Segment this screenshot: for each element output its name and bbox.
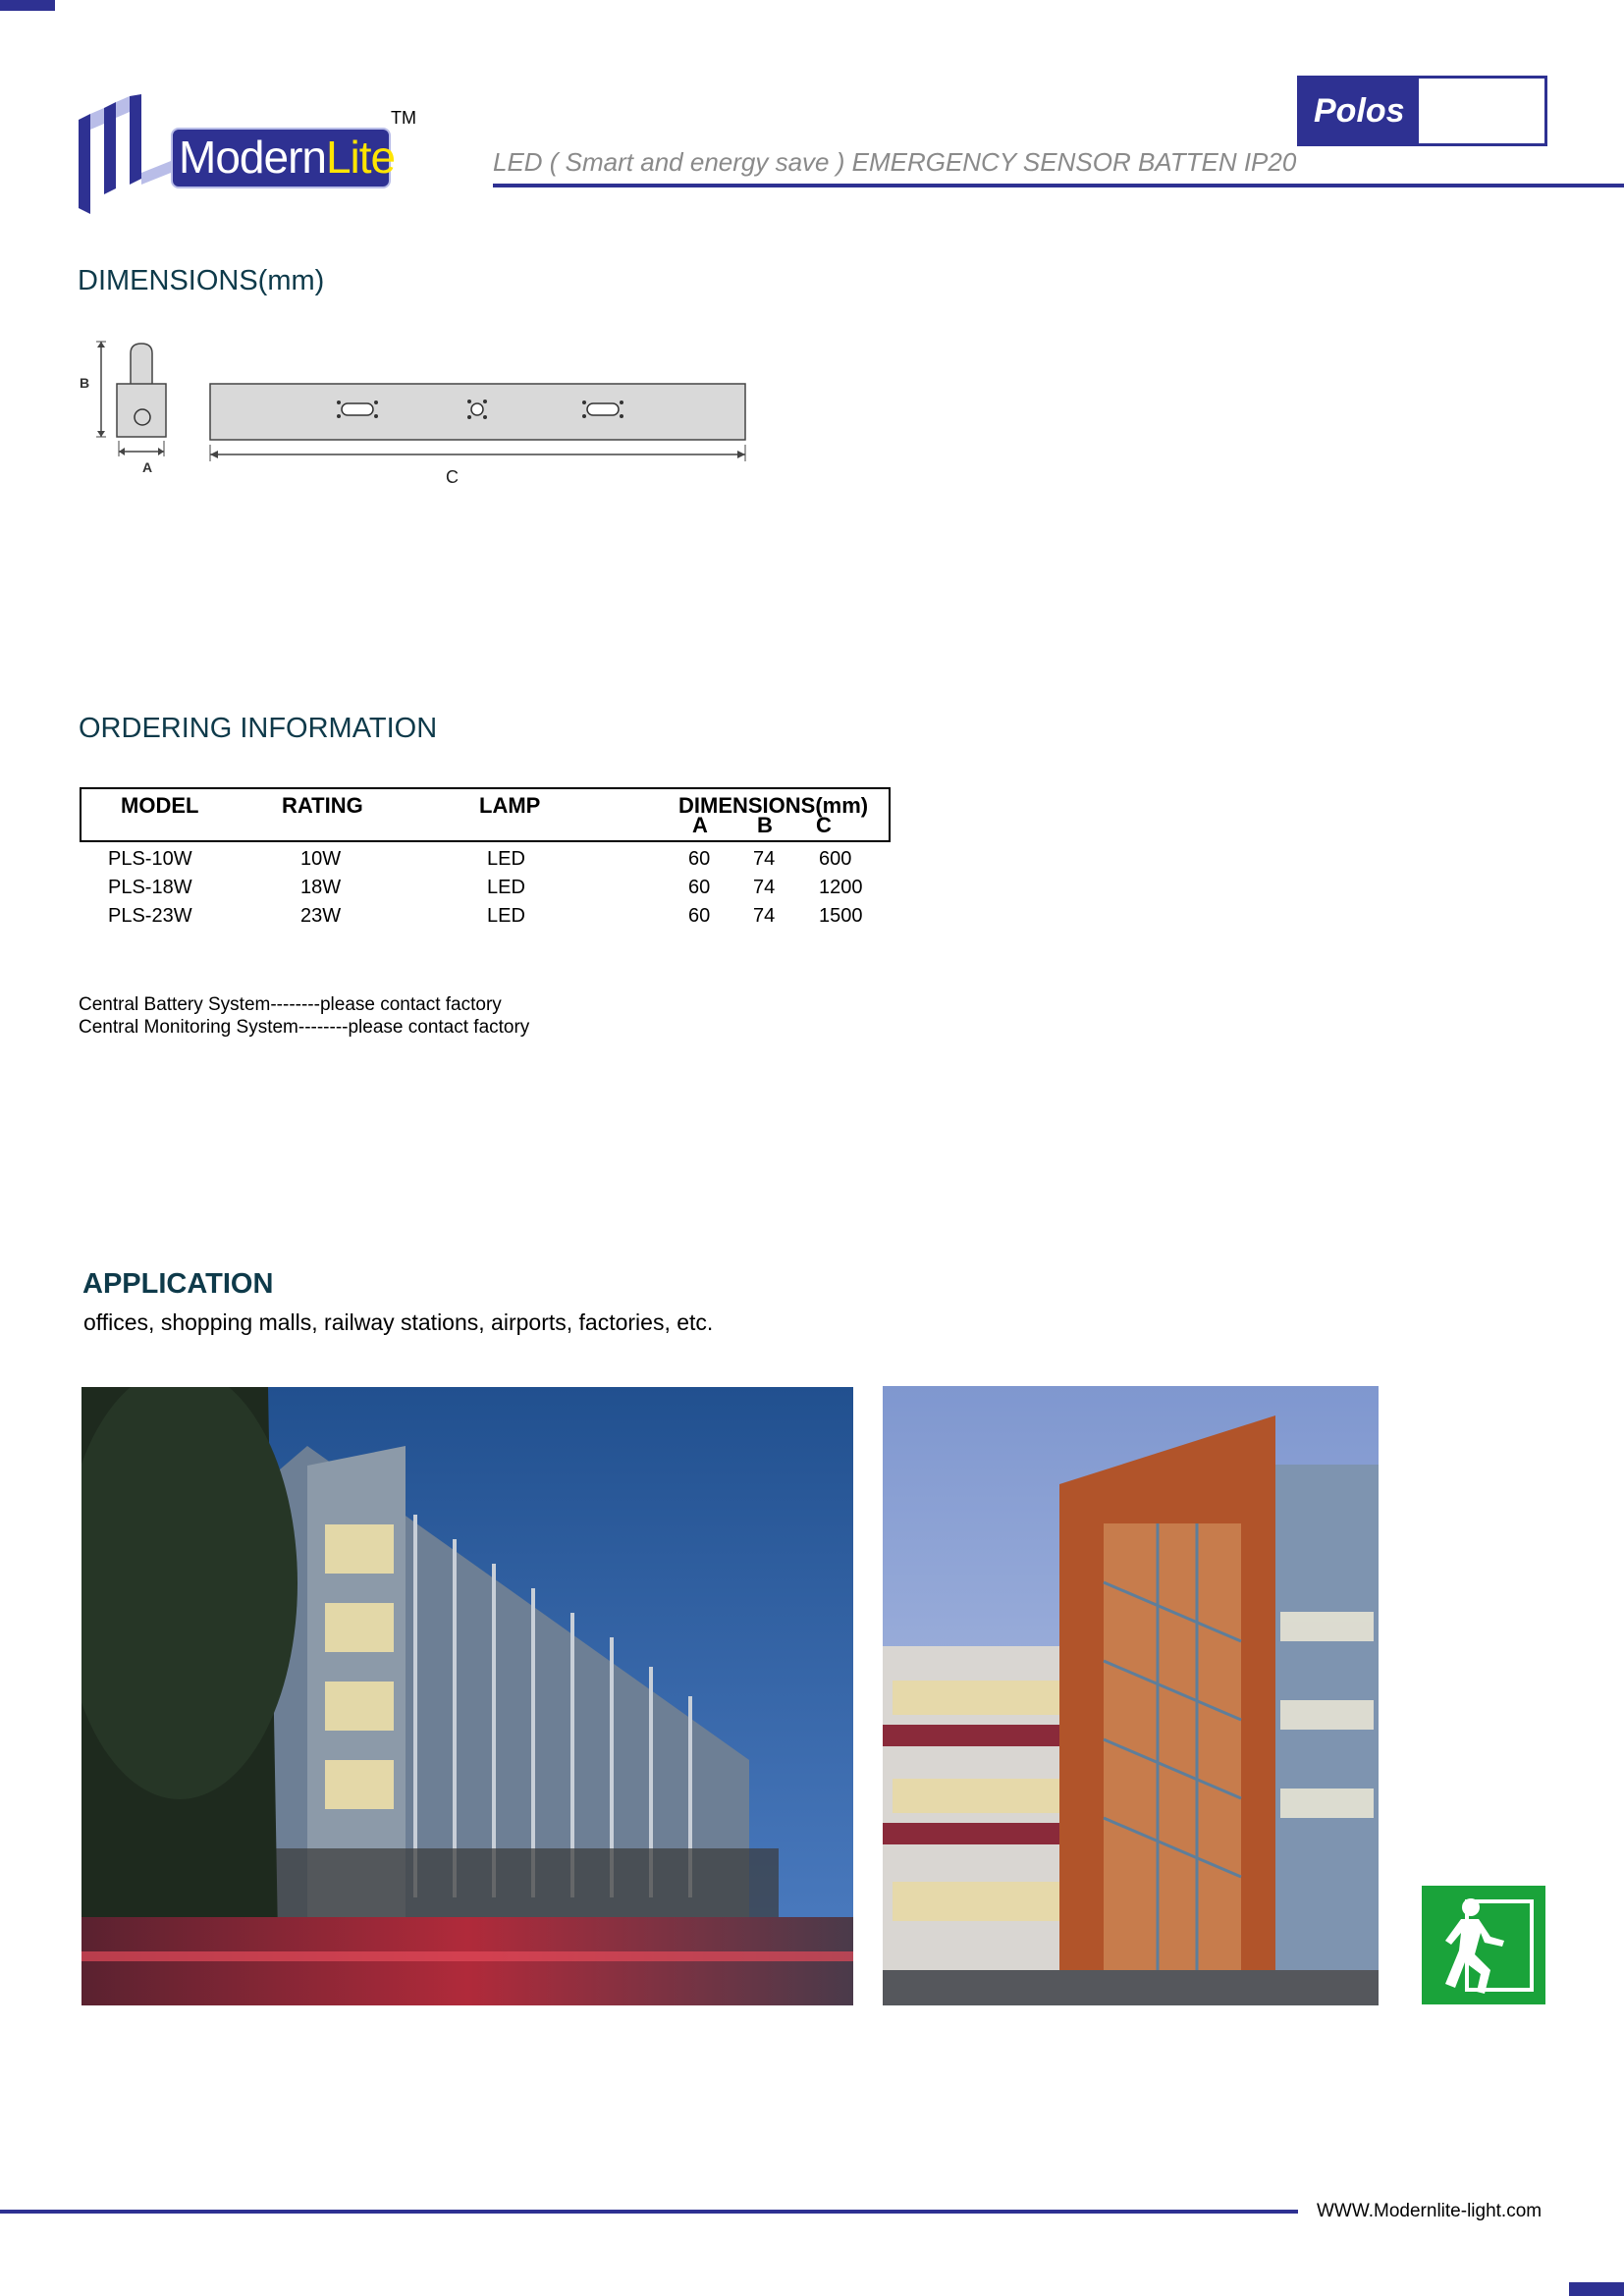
application-photo-stairwell xyxy=(883,1386,1379,2005)
cell-b: 74 xyxy=(753,905,776,927)
cell-b: 74 xyxy=(753,848,776,870)
footer-rule xyxy=(0,2210,1298,2214)
cell-b: 74 xyxy=(753,877,776,898)
dimension-label-c: C xyxy=(446,467,459,487)
application-text: offices, shopping malls, railway stations, airports, factories, etc. xyxy=(83,1309,714,1335)
dimension-label-a: A xyxy=(142,459,153,475)
logo-word-lite: Lite xyxy=(325,132,396,183)
logo-mark-icon xyxy=(77,94,175,217)
cell-rating: 23W xyxy=(300,905,342,927)
col-a: A xyxy=(692,813,708,837)
footer-website-link[interactable]: WWW.Modernlite-light.com xyxy=(1317,2201,1543,2221)
cell-lamp: LED xyxy=(487,905,525,927)
cell-model: PLS-23W xyxy=(108,905,192,927)
modernlite-logo xyxy=(77,94,420,217)
cell-a: 60 xyxy=(688,877,711,898)
corner-accent-bottom xyxy=(1569,2282,1624,2296)
note-battery: Central Battery System--------please contact factory xyxy=(79,994,502,1015)
series-badge xyxy=(1297,76,1547,146)
cell-model: PLS-10W xyxy=(108,848,192,870)
cell-c: 1200 xyxy=(819,877,863,898)
dimensions-title: DIMENSIONS(mm) xyxy=(78,265,325,296)
col-b: B xyxy=(757,813,773,837)
ordering-table-header xyxy=(80,787,891,842)
cell-rating: 10W xyxy=(300,848,342,870)
cell-model: PLS-18W xyxy=(108,877,192,898)
table-row xyxy=(80,877,891,905)
trademark-mark: TM xyxy=(391,108,416,128)
col-dimensions: DIMENSIONS(mm) xyxy=(678,793,869,818)
cell-lamp: LED xyxy=(487,848,525,870)
ordering-table-body xyxy=(80,848,891,936)
header-rule xyxy=(493,184,1624,187)
cell-c: 1500 xyxy=(819,905,863,927)
table-row xyxy=(80,848,891,877)
application-photo-garage xyxy=(81,1387,853,2005)
logo-word-modern: Modern xyxy=(179,132,326,183)
col-rating: RATING xyxy=(282,793,363,818)
table-row xyxy=(80,905,891,934)
cell-c: 600 xyxy=(819,848,852,870)
cell-a: 60 xyxy=(688,905,711,927)
dimensions-drawing xyxy=(77,339,764,496)
logo-wordmark xyxy=(179,132,395,183)
product-subtitle: LED ( Smart and energy save ) EMERGENCY SENSOR BATTEN IP20 xyxy=(493,147,1297,177)
series-name: Polos xyxy=(1314,92,1405,130)
col-lamp: LAMP xyxy=(479,793,541,818)
col-c: C xyxy=(816,813,832,837)
note-monitoring: Central Monitoring System--------please contact factory xyxy=(79,1017,530,1038)
exit-sign-icon xyxy=(1422,1886,1545,2004)
cell-rating: 18W xyxy=(300,877,342,898)
col-model: MODEL xyxy=(121,793,199,818)
ordering-title: ORDERING INFORMATION xyxy=(79,713,438,744)
cell-lamp: LED xyxy=(487,877,525,898)
application-title: APPLICATION xyxy=(82,1268,274,1300)
corner-accent-top xyxy=(0,0,55,11)
dimension-label-b: B xyxy=(80,375,90,391)
cell-a: 60 xyxy=(688,848,711,870)
